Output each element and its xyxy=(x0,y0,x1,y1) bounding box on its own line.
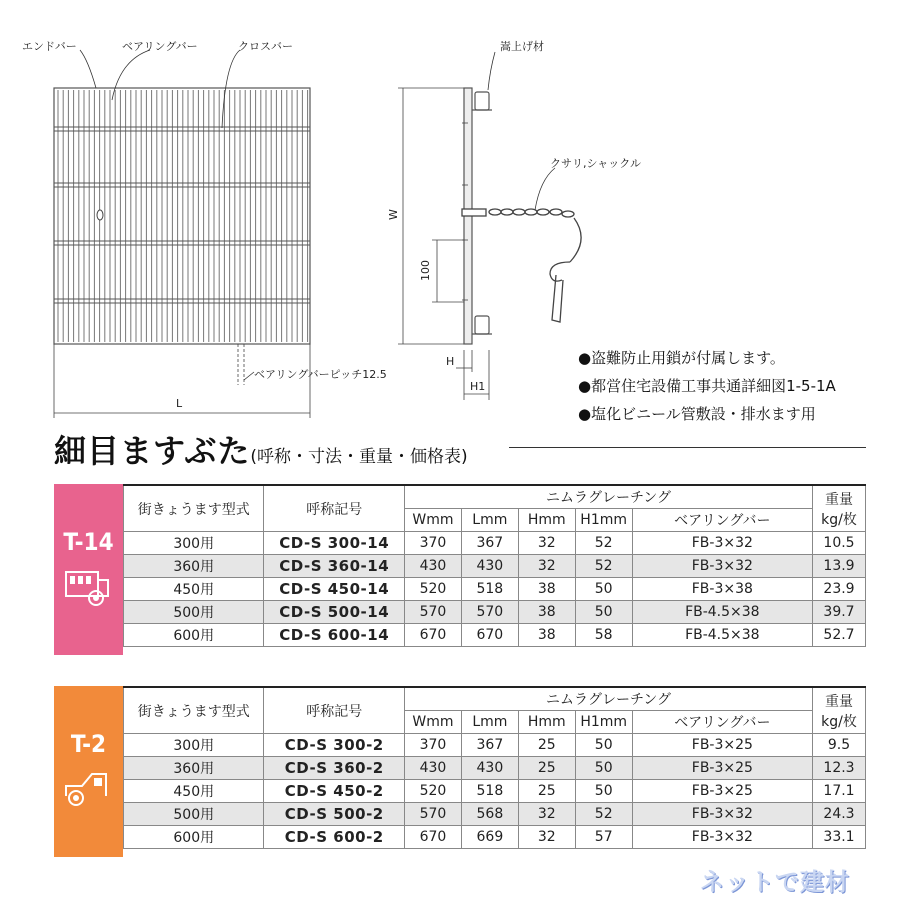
cell-type: 360用 xyxy=(124,757,264,780)
label-h: H xyxy=(446,355,455,368)
cell-h1: 58 xyxy=(575,624,632,647)
cell-w: 520 xyxy=(404,578,461,601)
cell-w: 430 xyxy=(405,757,462,780)
cell-weight: 12.3 xyxy=(813,757,866,780)
cell-bar: FB-4.5×38 xyxy=(632,624,812,647)
load-class-tag xyxy=(54,484,123,655)
feature-item: ●都営住宅設備工事共通詳細図1-5-1A xyxy=(578,377,836,395)
table-row xyxy=(124,532,866,555)
page-title: 細目ますぶた xyxy=(54,432,251,470)
spec-table xyxy=(123,484,866,647)
cell-l: 518 xyxy=(461,578,518,601)
watermark: ネットで建材 xyxy=(700,868,850,896)
cell-weight: 9.5 xyxy=(813,734,866,757)
cell-weight: 39.7 xyxy=(813,601,866,624)
cell-l: 430 xyxy=(461,555,518,578)
truck-icon xyxy=(64,568,112,608)
weight-unit: kg/枚 xyxy=(821,511,857,528)
load-class-tag xyxy=(54,686,123,857)
cell-l: 367 xyxy=(461,532,518,555)
table-row xyxy=(124,757,866,780)
label-cross-bar: クロスバー xyxy=(238,40,293,53)
spec-table-t2 xyxy=(54,686,866,857)
cell-weight: 13.9 xyxy=(813,555,866,578)
cell-w: 670 xyxy=(404,624,461,647)
label-chain: クサリ,シャックル xyxy=(550,157,641,170)
heading-rule xyxy=(509,447,866,448)
cell-weight: 23.9 xyxy=(813,578,866,601)
label-100: 100 xyxy=(419,260,432,281)
header-weight xyxy=(813,687,866,734)
cell-bar: FB-3×25 xyxy=(632,780,812,803)
cell-weight: 52.7 xyxy=(813,624,866,647)
cell-symbol: CD-S 300-14 xyxy=(264,532,405,555)
cell-bar: FB-3×32 xyxy=(632,826,812,849)
cell-h1: 52 xyxy=(575,532,632,555)
cell-h1: 50 xyxy=(575,578,632,601)
label-h1: H1 xyxy=(470,380,486,393)
cell-h1: 50 xyxy=(575,780,632,803)
table-row xyxy=(124,734,866,757)
load-class-label: T-14 xyxy=(63,528,114,556)
cell-type: 600用 xyxy=(124,826,264,849)
cell-weight: 33.1 xyxy=(813,826,866,849)
header-l: Lmm xyxy=(461,711,518,734)
cell-bar: FB-3×25 xyxy=(632,734,812,757)
header-w: Wmm xyxy=(405,711,462,734)
header-symbol: 呼称記号 xyxy=(264,687,405,734)
cell-h1: 50 xyxy=(575,734,632,757)
weight-label: 重量 xyxy=(825,693,854,710)
table-row xyxy=(124,826,866,849)
header-h1: H1mm xyxy=(575,509,632,532)
cell-h: 32 xyxy=(518,803,575,826)
cell-symbol: CD-S 600-14 xyxy=(264,624,405,647)
cell-h: 32 xyxy=(518,555,575,578)
header-type: 街きょうます型式 xyxy=(124,687,264,734)
table-row xyxy=(124,803,866,826)
cell-bar: FB-3×25 xyxy=(632,757,812,780)
feature-item: ●塩化ビニール管敷設・排水ます用 xyxy=(578,405,816,423)
car-icon xyxy=(62,770,114,810)
cell-type: 450用 xyxy=(124,780,264,803)
cell-l: 367 xyxy=(461,734,518,757)
cell-l: 568 xyxy=(461,803,518,826)
cell-type: 500用 xyxy=(124,601,264,624)
header-bar: ベアリングバー xyxy=(632,509,812,532)
cell-type: 360用 xyxy=(124,555,264,578)
header-h: Hmm xyxy=(518,509,575,532)
spec-table xyxy=(123,686,866,849)
cell-l: 518 xyxy=(461,780,518,803)
cell-type: 500用 xyxy=(124,803,264,826)
cell-h1: 57 xyxy=(575,826,632,849)
spec-table-t14 xyxy=(54,484,866,655)
cell-bar: FB-3×32 xyxy=(632,532,812,555)
cell-weight: 17.1 xyxy=(813,780,866,803)
cell-bar: FB-3×32 xyxy=(632,555,812,578)
cell-h: 38 xyxy=(518,624,575,647)
cell-l: 430 xyxy=(461,757,518,780)
label-l: L xyxy=(176,397,183,410)
table-row xyxy=(124,578,866,601)
chain-shackle xyxy=(462,209,581,322)
cell-l: 669 xyxy=(461,826,518,849)
cell-h1: 52 xyxy=(575,803,632,826)
cell-bar: FB-4.5×38 xyxy=(632,601,812,624)
header-w: Wmm xyxy=(404,509,461,532)
cell-l: 670 xyxy=(461,624,518,647)
label-pitch: ベアリングバーピッチ12.5 xyxy=(254,368,387,381)
header-weight xyxy=(813,485,866,532)
header-l: Lmm xyxy=(461,509,518,532)
cell-type: 300用 xyxy=(124,532,264,555)
cell-h: 25 xyxy=(518,734,575,757)
cell-w: 370 xyxy=(404,532,461,555)
cell-weight: 10.5 xyxy=(813,532,866,555)
header-type: 街きょうます型式 xyxy=(124,485,264,532)
cell-symbol: CD-S 360-14 xyxy=(264,555,405,578)
table-row xyxy=(124,624,866,647)
label-bearing-bar: ベアリングバー xyxy=(122,40,198,53)
header-symbol: 呼称記号 xyxy=(264,485,405,532)
technical-drawing xyxy=(0,0,900,430)
label-end-bar: エンドバー xyxy=(22,40,77,53)
load-class-label: T-2 xyxy=(70,730,107,758)
header-h1: H1mm xyxy=(575,711,632,734)
cell-symbol: CD-S 450-14 xyxy=(264,578,405,601)
cell-weight: 24.3 xyxy=(813,803,866,826)
table-row xyxy=(124,601,866,624)
cell-h: 38 xyxy=(518,601,575,624)
cell-bar: FB-3×32 xyxy=(632,803,812,826)
cell-symbol: CD-S 450-2 xyxy=(264,780,405,803)
cell-type: 600用 xyxy=(124,624,264,647)
cell-symbol: CD-S 300-2 xyxy=(264,734,405,757)
header-group: ニムラグレーチング xyxy=(404,485,812,509)
cell-h1: 50 xyxy=(575,601,632,624)
header-bar: ベアリングバー xyxy=(632,711,812,734)
cell-type: 450用 xyxy=(124,578,264,601)
cell-symbol: CD-S 500-14 xyxy=(264,601,405,624)
feature-list xyxy=(578,344,836,428)
cell-h: 32 xyxy=(518,532,575,555)
weight-unit: kg/枚 xyxy=(821,713,857,730)
header-h: Hmm xyxy=(518,711,575,734)
cell-h: 25 xyxy=(518,757,575,780)
cell-symbol: CD-S 360-2 xyxy=(264,757,405,780)
cell-w: 570 xyxy=(404,601,461,624)
chain-hole xyxy=(97,210,103,220)
cell-w: 670 xyxy=(405,826,462,849)
cell-symbol: CD-S 500-2 xyxy=(264,803,405,826)
cell-w: 370 xyxy=(405,734,462,757)
cell-h1: 52 xyxy=(575,555,632,578)
cell-h: 38 xyxy=(518,578,575,601)
cell-h: 32 xyxy=(518,826,575,849)
cell-h1: 50 xyxy=(575,757,632,780)
cell-w: 520 xyxy=(405,780,462,803)
label-w: W xyxy=(386,209,400,220)
cell-bar: FB-3×38 xyxy=(632,578,812,601)
cell-h: 25 xyxy=(518,780,575,803)
cell-w: 570 xyxy=(405,803,462,826)
table-row xyxy=(124,780,866,803)
feature-item: ●盗難防止用鎖が付属します。 xyxy=(578,349,785,367)
weight-label: 重量 xyxy=(825,491,854,508)
cell-w: 430 xyxy=(404,555,461,578)
table-row xyxy=(124,555,866,578)
cell-l: 570 xyxy=(461,601,518,624)
section-heading xyxy=(54,426,874,470)
label-raise-material: 嵩上げ材 xyxy=(500,40,544,53)
cell-symbol: CD-S 600-2 xyxy=(264,826,405,849)
cell-type: 300用 xyxy=(124,734,264,757)
header-group: ニムラグレーチング xyxy=(405,687,813,711)
page-subtitle: (呼称・寸法・重量・価格表) xyxy=(250,447,468,467)
